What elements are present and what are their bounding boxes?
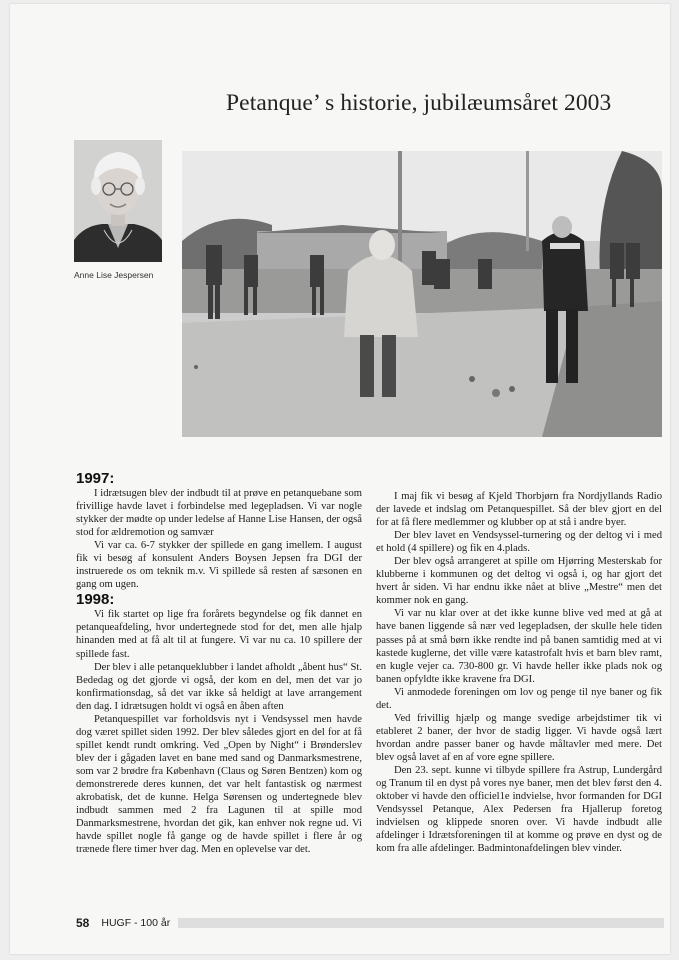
left-text-column	[76, 470, 362, 856]
paragraph: Vi anmodede foreningen om lov og penge til nye baner og fik det.	[376, 686, 662, 711]
page-number: 58	[76, 916, 90, 930]
woman-portrait-photo	[74, 140, 162, 262]
petanque-players-photo	[182, 151, 662, 437]
paragraph: Vi fik startet op lige fra forårets begyndelse og fik dannet en petanqueafdeling, hvor undertegnede stod for det, men alle hjalp hinanden med at få alt til at fungere. Vi var nu ca. 10 spillere der spillede fast.	[76, 609, 362, 660]
right-text-column	[376, 490, 662, 855]
paragraph: I idrætsugen blev der indbudt til at prøve en petanquebane som frivillige havde lavet i forbindelse med legepladsen. Vi var nogle stykker der mødte op under ledelse af Hanne Lise Hansen, der også stod for ældremotion og samvær	[76, 488, 362, 539]
paragraph: Der blev i alle petanqueklubber i landet afholdt „åbent hus“ St. Bededag og det gjorde vi også, der kom en del, men det var jo konfirmationsdag, så det var ikke så heldigt at lave arrangement den dag. I idrætsugen holdt vi også en åben aften	[76, 661, 362, 712]
paragraph: Petanquespillet var forholdsvis nyt i Vendsyssel men havde dog været spillet siden 1992. Der blev således gjort en del for at få spillet kendt rundt omkring. Ved „Open by Night“ i Brønderslev blev der i gågaden lavet en bane med sand og Danmarksmestrene, som var 2 brødre fra København (Claus og Søren Bentzen) kom og demonstrerede deres kunnen, det var helt fantastisk og nærmest akrobatisk, det de kunne. Helga Sørensen og undertegnede blev indbudt sammen med 2 fra Lagunen til at spille mod Danmarksmestrene, hvordan det gik, kan enhver nok regne ud. Vi havde spillet nogle få gange og de havde spillet i flere år og trænede flere timer hver dag. Men en oplevelse var det.	[76, 713, 362, 856]
paragraph: Der blev lavet en Vendsyssel-turnering og der deltog vi i med et hold (4 spillere) og fik en 4.plads.	[376, 530, 662, 555]
footer-rule	[178, 918, 664, 928]
paragraph: Vi var nu klar over at det ikke kunne blive ved med at gå at have banen liggende så nær ved legepladsen, der skulle hele tiden passes på at små børn ikke rendte ind på banen samtidig med at vi kastede kuglerne, det ville være katastrofalt hvis et barn blev ramt, en kugle vejer ca. 730-800 gr. Vi havde heller ikke plads nok og banen opfyldte ikke kravene fra DGI.	[376, 608, 662, 685]
magazine-page	[10, 4, 670, 954]
page-title: Petanque’ s historie, jubilæumsåret 2003	[226, 90, 612, 116]
portrait-caption: Anne Lise Jespersen	[74, 270, 154, 280]
publication-name: HUGF - 100 år	[101, 917, 171, 929]
paragraph: Den 23. sept. kunne vi tilbyde spillere fra Astrup, Lundergård og Tranum til en dyst på vores nye baner, men det blev først den 4. oktober vi havde den officiel1e indvielse, hvor formanden for DGI Vendsyssel Petanque, Alex Pedersen fra Hjallerup foretog indvielsen og klippede snoren over. Vi havde indbudt alle afdelinger i Idrætsforeningen til at komme og prøve en dyst og de kom fra alle afdelinger. Badmintonafdelingen blev vinder.	[376, 764, 662, 855]
paragraph: Ved frivillig hjælp og mange svedige arbejdstimer tik vi etableret 2 baner, der hvor de stadig ligger. Vi havde også lært hvordan andre passer baner og havde måltavler med mere. Det blev også lavet af en af vore egne spillere.	[376, 712, 662, 763]
paragraph: I maj fik vi besøg af Kjeld Thorbjørn fra Nordjyllands Radio der lavede et indslag om Petanquespillet. Så der blev gjort en del for at få flere medlemmer og klubber op at stå i andre byer.	[376, 491, 662, 529]
section-heading-1997: 1997:	[76, 470, 115, 487]
page-footer	[76, 916, 664, 930]
section-heading-1998: 1998:	[76, 591, 115, 609]
paragraph: Der blev også arrangeret at spille om Hjørring Mesterskab for klubberne i kommunen og det deltog vi også i, og har gjort det hvert år siden. Vi har endnu ikke nået at blive „Mestre“ men det kommer nok en gang.	[376, 556, 662, 607]
paragraph: Vi var ca. 6-7 stykker der spillede en gang imellem. I august fik vi besøg af konsulent Anders Boysen Jepsen fra DGI der instruerede os om teknik m.v. Vi spillede så resten af sæsonen en gang om ugen.	[76, 540, 362, 591]
